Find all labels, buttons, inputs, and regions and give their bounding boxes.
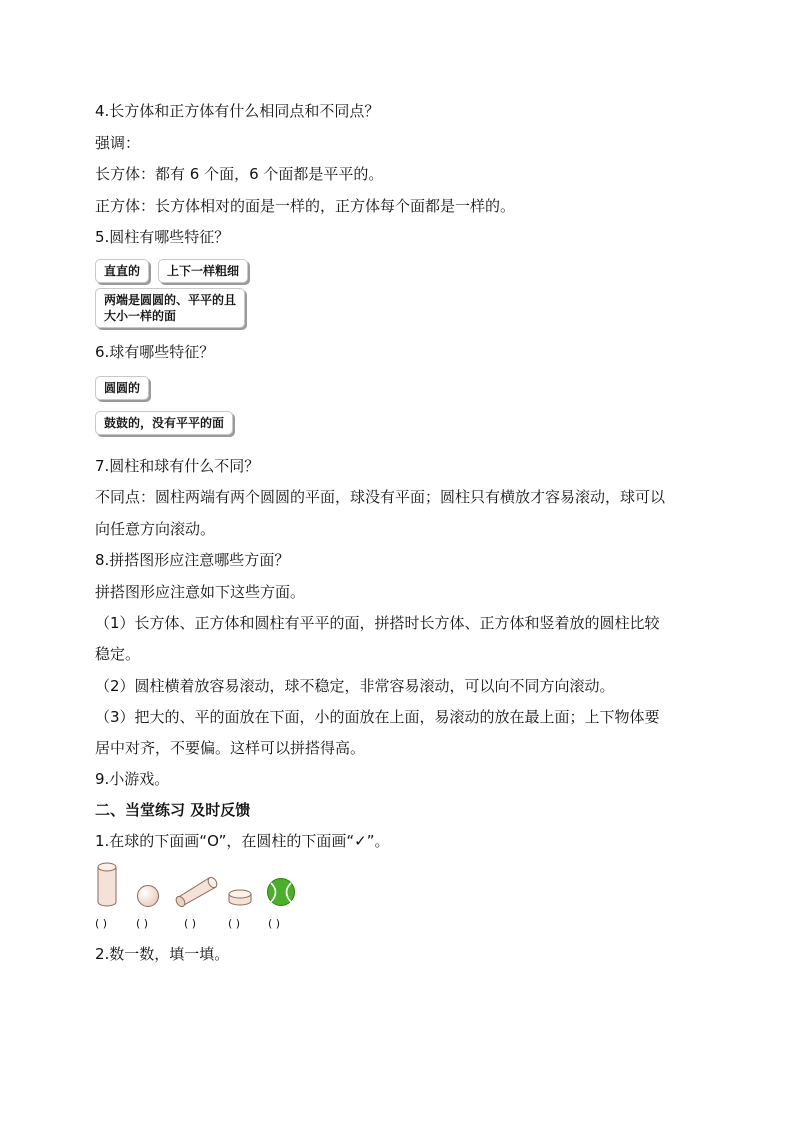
question-7-answer: 不同点：圆柱两端有两个圆圆的平面，球没有平面；圆柱只有横放才容易滚动，球可以 — [95, 488, 666, 506]
exercise-1: 1.在球的下面画“O”，在圆柱的下面画“✓”。 — [95, 832, 390, 850]
question-4: 4.长方体和正方体有什么相同点和不同点？ — [95, 102, 380, 120]
lying-cylinder-icon — [172, 871, 220, 907]
question-7-answer-cont: 向任意方向滚动。 — [95, 520, 216, 538]
answer-blank[interactable]: ( ) — [184, 917, 197, 930]
bubble-line: 大小一样的面 — [104, 309, 177, 323]
ball-feature-bubble-bulging: 鼓鼓的，没有平平的面 — [95, 411, 233, 435]
tennis-ball-icon — [266, 877, 296, 907]
question-8-point-3-cont: 居中对齐，不要偏。这样可以拼搭得高。 — [95, 739, 366, 757]
answer-blank[interactable]: ( ) — [228, 917, 241, 930]
section-2-heading: 二、当堂练习 及时反馈 — [95, 801, 251, 819]
cylinder-feature-bubble-ends — [95, 288, 245, 328]
answer-blank[interactable]: ( ) — [95, 917, 108, 930]
cube-note: 正方体：长方体相对的面是一样的，正方体每个面都是一样的。 — [95, 197, 516, 215]
exercise-2: 2.数一数，填一填。 — [95, 945, 230, 963]
question-7: 7.圆柱和球有什么不同？ — [95, 457, 260, 475]
question-9: 9.小游戏。 — [95, 770, 170, 788]
question-5: 5.圆柱有哪些特征？ — [95, 228, 230, 246]
ball-icon — [136, 884, 160, 908]
standing-cylinder-icon — [96, 862, 118, 908]
cuboid-note: 长方体：都有 6 个面，6 个面都是平平的。 — [95, 165, 384, 183]
ball-feature-bubble-round: 圆圆的 — [95, 376, 149, 400]
emphasis-label: 强调： — [95, 134, 141, 152]
cylinder-feature-bubble-straight: 直直的 — [95, 259, 149, 283]
question-8-intro: 拼搭图形应注意如下这些方面。 — [95, 583, 306, 601]
answer-blank[interactable]: ( ) — [268, 917, 281, 930]
answer-blank[interactable]: ( ) — [136, 917, 149, 930]
question-8-point-2: （2）圆柱横着放容易滚动，球不稳定，非常容易滚动，可以向不同方向滚动。 — [95, 677, 615, 695]
question-8-point-1: （1）长方体、正方体和圆柱有平平的面，拼搭时长方体、正方体和竖着放的圆柱比较 — [95, 614, 660, 632]
bubble-line: 两端是圆圆的、平平的且 — [104, 293, 237, 307]
question-8-point-3: （3）把大的、平的面放在下面，小的面放在上面，易滚动的放在最上面；上下物体要 — [95, 708, 660, 726]
cylinder-feature-bubble-same-thickness: 上下一样粗细 — [158, 259, 248, 283]
question-8: 8.拼搭图形应注意哪些方面？ — [95, 551, 290, 569]
flat-cylinder-icon — [227, 889, 253, 907]
question-8-point-1-cont: 稳定。 — [95, 645, 141, 663]
question-6: 6.球有哪些特征？ — [95, 343, 215, 361]
